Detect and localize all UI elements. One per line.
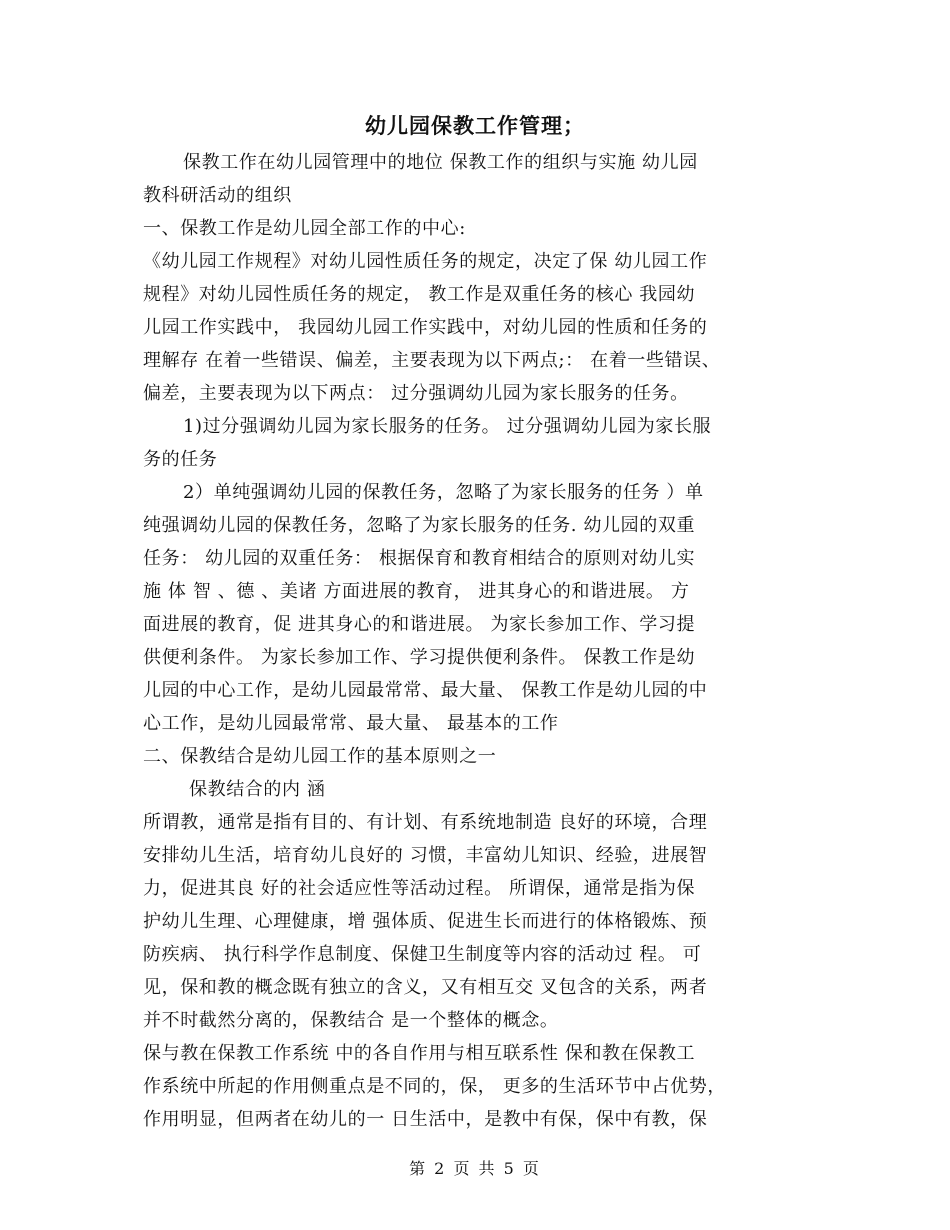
text-line: 教科研活动的组织 (143, 185, 292, 206)
text-line: 安排幼儿生活，培育幼儿良好的 习惯，丰富幼儿知识、经验，进展智 (143, 845, 708, 866)
text-line: 务的任务 (143, 449, 218, 470)
text-line: 任务： 幼儿园的双重任务： 根据保育和教育相结合的原则对幼儿实 (143, 548, 696, 569)
text-line: 儿园工作实践中， 我园幼儿园工作实践中，对幼儿园的性质和任务的 (143, 317, 708, 338)
text-line: 所谓教，通常是指有目的、有计划、有系统地制造 良好的环境，合理 (143, 812, 708, 833)
text-line: 见，保和教的概念既有独立的含义，又有相互交 叉包含的关系，两者 (143, 977, 708, 998)
text-line: 作用明显，但两者在幼儿的一 日生活中，是教中有保，保中有教，保 (143, 1109, 708, 1130)
text-line: 防疾病、 执行科学作息制度、保健卫生制度等内容的活动过 程。 可 (143, 944, 702, 965)
text-line: 力，促进其良 好的社会适应性等活动过程。 所谓保，通常是指为保 (143, 878, 696, 899)
text-line: 1)过分强调幼儿园为家长服务的任务。 过分强调幼儿园为家长服 (183, 416, 712, 437)
text-line: 规程》对幼儿园性质任务的规定， 教工作是双重任务的核心 我园幼 (143, 284, 696, 305)
text-line: 面进展的教育，促 进其身心的和谐进展。 为家长参加工作、学习提 (143, 614, 696, 635)
text-line: 纯强调幼儿园的保教任务，忽略了为家长服务的任务. 幼儿园的双重 (143, 515, 696, 536)
page-footer: 第 2 页 共 5 页 (409, 1159, 541, 1178)
text-line: 儿园的中心工作，是幼儿园最常常、最大量、 保教工作是幼儿园的中 (143, 680, 708, 701)
text-line: 作系统中所起的作用侧重点是不同的，保， 更多的生活环节中占优势， (143, 1076, 726, 1097)
subsection-heading: 保教结合的内 涵 (189, 779, 326, 800)
text-line: 保与教在保教工作系统 中的各自作用与相互联系性 保和教在保教工 (143, 1043, 696, 1064)
text-line: 施 体 智 、德 、美诸 方面进展的教育， 进其身心的和谐进展。 方 (143, 581, 690, 602)
document-body (143, 146, 813, 1136)
text-line: 保教工作在幼儿园管理中的地位 保教工作的组织与实施 幼儿园 (183, 152, 698, 173)
text-line: 2）单纯强调幼儿园的保教任务，忽略了为家长服务的任务 ）单 (183, 482, 704, 503)
section-heading: 一、保教工作是幼儿园全部工作的中心: (143, 218, 466, 239)
text-line: 理解存 在着一些错误、偏差，主要表现为以下两点;： 在着一些错误、 (143, 350, 721, 371)
text-line: 并不时截然分离的，保教结合 是一个整体的概念。 (143, 1010, 559, 1031)
text-line: 偏差，主要表现为以下两点： 过分强调幼儿园为家长服务的任务。 (143, 383, 689, 404)
section-heading: 二、保教结合是幼儿园工作的基本原则之一 (143, 746, 497, 767)
text-line: 《幼儿园工作规程》对幼儿园性质任务的规定，决定了保 幼儿园工作 (143, 251, 708, 272)
document-title: 幼儿园保教工作管理； (365, 114, 585, 138)
text-line: 护幼儿生理、心理健康，增 强体质、促进生长而进行的体格锻炼、预 (143, 911, 708, 932)
text-line: 心工作，是幼儿园最常常、最大量、 最基本的工作 (143, 713, 559, 734)
text-line: 供便利条件。 为家长参加工作、学习提供便利条件。 保教工作是幼 (143, 647, 696, 668)
